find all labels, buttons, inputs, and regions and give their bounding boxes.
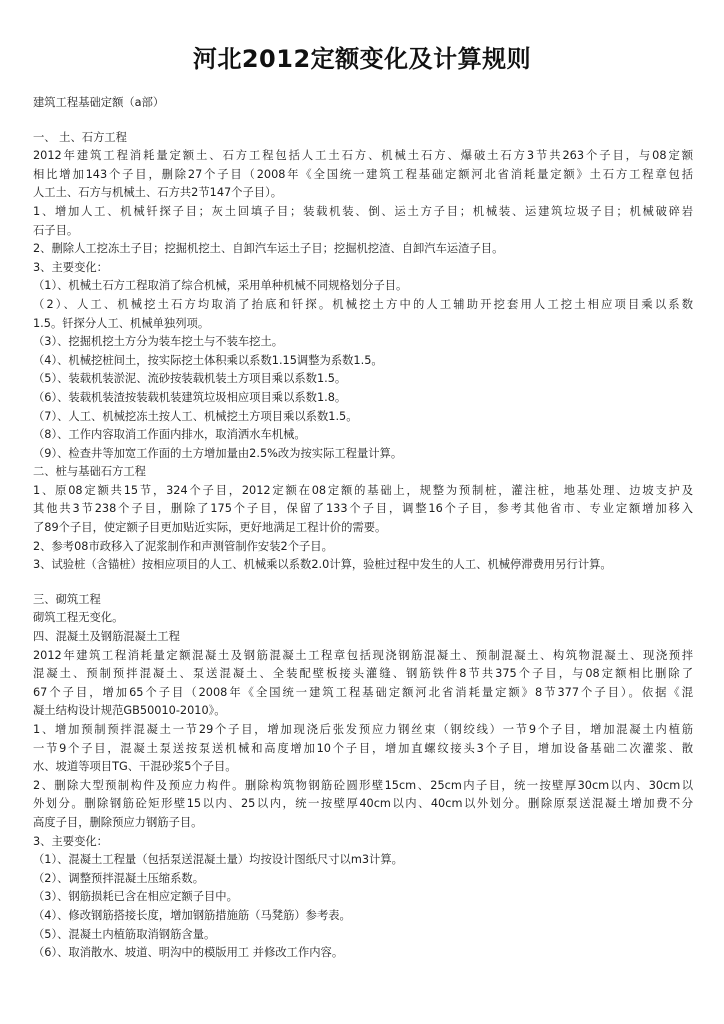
paragraph-line: 2012年建筑工程消耗量定额混凝土及钢筋混凝土工程章包括现浇钢筋混凝土、预制混凝土、构筑物混凝土、现浇预拌 [33,648,693,662]
paragraph-line: 相比增加143个子目，删除27个子目（2008年《全国统一建筑工程基础定额河北省消耗量定额》土石方工程章包括 [33,167,693,181]
section-heading-masonry: 三、砌筑工程 [33,592,101,606]
list-item: （5）、装载机装淤泥、流砂按装载机装土方项目乘以系数1.5。 [33,372,347,386]
section-heading-concrete: 四、混凝土及钢筋混凝土工程 [33,630,180,644]
paragraph-line: 一节9个子目，混凝土泵送按泵送机械和高度增加10个子目，增加直螺纹接头3个子目，增加设备基础二次灌浆、散 [33,741,693,755]
paragraph-line: 1、增加人工、机械钎探子目；灰土回填子目；装载机装、倒、运土方子目；机械装、运建筑垃圾子目；机械破碎岩 [33,204,693,218]
list-item: （2）、人工、机械挖土石方均取消了抬底和钎探。机械挖土方中的人工辅助开挖套用人工挖土相应项目乘以系数 [33,297,693,311]
section-heading-piles: 二、桩与基础石方工程 [33,465,146,479]
list-item: （3）、挖掘机挖土方分为装车挖土与不装车挖土。 [33,335,284,349]
list-item: （7）、人工、机械挖冻土按人工、机械挖土方项目乘以系数1.5。 [33,409,358,423]
list-item: （1）、机械土石方工程取消了综合机械，采用单种机械不同规格划分子目。 [33,279,408,293]
paragraph-line: 1、原08定额共15节，324个子目，2012定额在08定额的基础上，规整为预制桩，灌注桩，地基处理、边坡支护及 [33,483,693,497]
list-item: （8）、工作内容取消工作面内排水，取消洒水车机械。 [33,428,306,442]
subtitle: 建筑工程基础定额（a部） [33,96,165,109]
paragraph-line: 了89个子目，使定额子目更加贴近实际，更好地满足工程计价的需要。 [33,521,387,535]
section-heading-earthwork: 一、 土、石方工程 [33,130,127,144]
paragraph-line: 3、主要变化： [33,260,108,274]
paragraph-line: 2、删除人工挖冻土子目；挖掘机挖土、自卸汽车运土子目；挖掘机挖渣、自卸汽车运渣子目。 [33,242,504,256]
paragraph-line: 67个子目，增加65个子目（2008年《全国统一建筑工程基础定额河北省消耗量定额》8节377个子目）。依据《混 [33,685,693,699]
paragraph-line: 3、试验桩（含锚桩）按相应项目的人工、机械乘以系数2.0计算，验桩过程中发生的人工、机械停滞费用另行计算。 [33,558,612,572]
paragraph-line: 高度子目，删除预应力钢筋子目。 [33,815,203,829]
paragraph-line: 凝土结构设计规范GB50010-2010》。 [33,704,226,718]
list-item: （6）、装载机装渣按装载机装建筑垃圾相应项目乘以系数1.8。 [33,390,347,404]
paragraph-line: 2、删除大型预制构件及预应力构件。删除构筑物钢筋砼圆形壁15cm、25cm内子目，统一按壁厚30cm以内、30cm以 [33,778,693,792]
paragraph-line: 石子目。 [33,223,79,237]
list-item: （4）、修改钢筋搭接长度，增加钢筋措施筋（马凳筋）参考表。 [33,908,351,922]
paragraph-line: 人工土、石方与机械土、石方共2节147个子目）。 [33,186,283,200]
paragraph-line: 3、主要变化： [33,834,108,848]
list-item: （3）、钢筋损耗已含在相应定额子目中。 [33,890,238,904]
list-item: （9）、检查井等加宽工作面的土方增加量由2.5%改为按实际工程量计算。 [33,446,403,460]
list-item: （6）、取消散水、坡道、明沟中的模版用工 并修改工作内容。 [33,946,344,960]
page-title: 河北2012定额变化及计算规则 [192,45,532,73]
paragraph-line: 混凝土、预制预拌混凝土、泵送混凝土、全装配壁板接头灌缝、钢筋铁件8节共375个子目，与08定额相比删除了 [33,667,693,681]
list-item: （1）、混凝土工程量（包括泵送混凝土量）均按设计图纸尺寸以m3计算。 [33,853,403,867]
document-body [33,94,693,963]
paragraph-line: 2012年建筑工程消耗量定额土、石方工程包括人工土石方、机械土石方、爆破土石方3节共263个子目，与08定额 [33,149,693,163]
paragraph-line: 水、坡道等项目TG、干混砂浆5个子目。 [33,760,237,774]
list-item: （5）、混凝土内植筋取消钢筋含量。 [33,927,216,941]
paragraph-line: 1、增加预制预拌混凝土一节29个子目，增加现浇后张发预应力钢丝束（钢绞线）一节9个子目，增加混凝土内植筋 [33,723,693,736]
list-item-continued: 1.5。钎探分人工、机械单独列项。 [33,316,210,330]
list-item: （2）、调整预拌混凝土压缩系数。 [33,871,204,885]
paragraph-line: 其他共3节238个子目，删除了175个子目，保留了133个子目，调整16个子目，参考其他省市、专业定额增加移入 [33,502,693,516]
paragraph-line: 2、参考08市政移入了泥浆制作和声测管制作安装2个子目。 [33,539,333,553]
paragraph-line: 外划分。删除钢筋砼矩形壁15以内、25以内，统一按壁厚40cm以内、40cm以外划分。删除原泵送混凝土增加费不分 [33,797,693,811]
list-item: （4）、机械挖桩间土，按实际挖土体积乘以系数1.15调整为系数1.5。 [33,353,383,367]
paragraph-line: 砌筑工程无变化。 [33,611,124,625]
